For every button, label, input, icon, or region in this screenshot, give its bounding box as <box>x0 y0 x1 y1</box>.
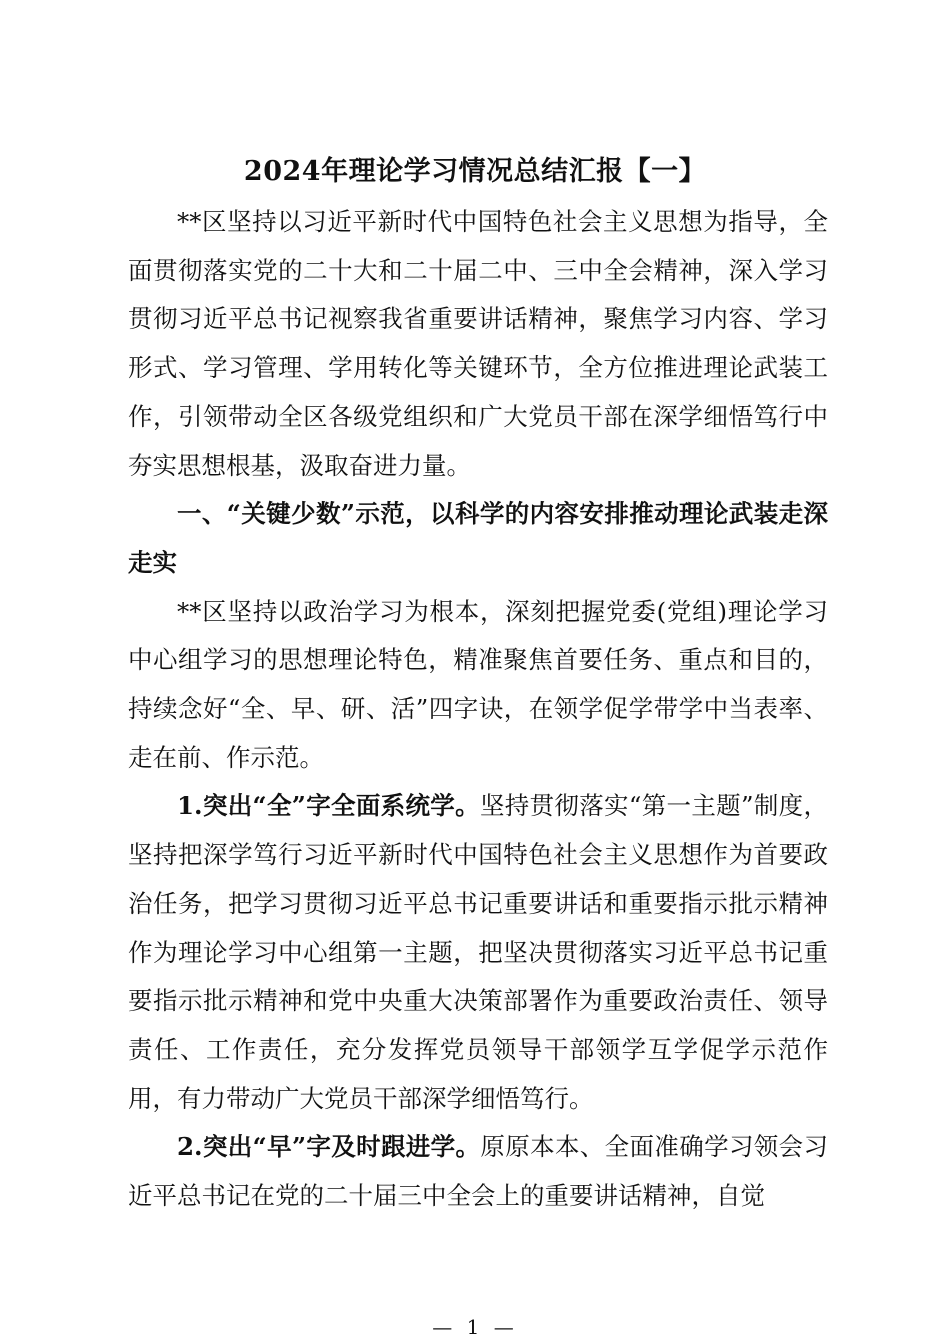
point-2-text: 原原本本、全面准确学习领会习近平总书记在党的二十届三中全会上的重要讲话精神，自觉 <box>128 1132 829 1211</box>
section-1-paragraph-text: **区坚持以政治学习为根本，深刻把握党委(党组)理论学习中心组学习的思想理论特色，精准聚焦首要任务、重点和目的，持续念好“全、早、研、活”四字诀，在领学促学带学中当表率、走在前、作示范。 <box>128 596 828 772</box>
section-1-paragraph <box>128 588 828 783</box>
section-heading-1 <box>128 490 828 587</box>
document-title: 2024年理论学习情况总结汇报【一】 <box>243 156 707 187</box>
section-heading-1-text: 一、“关键少数”示范，以科学的内容安排推动理论武装走深走实 <box>128 499 828 577</box>
document-body <box>128 198 828 1221</box>
intro-paragraph <box>128 198 828 490</box>
point-2-lead: 2.突出“早”字及时跟进学。 <box>177 1132 481 1162</box>
point-1-paragraph <box>128 782 828 1123</box>
point-1-lead: 1.突出“全”字全面系统学。 <box>177 791 480 821</box>
page-number: — 1 — <box>432 1315 518 1339</box>
intro-paragraph-text: **区坚持以习近平新时代中国特色社会主义思想为指导，全面贯彻落实党的二十大和二十届二中、三中全会精神，深入学习贯彻习近平总书记视察我省重要讲话精神，聚焦学习内容、学习形式、学习管理、学用转化等关键环节，全方位推进理论武装工作，引领带动全区各级党组织和广大党员干部在深学细悟笃行中夯实思想根基，汲取奋进力量。 <box>128 207 828 480</box>
point-2-paragraph <box>128 1123 828 1220</box>
point-1-text: 坚持贯彻落实“第一主题”制度，坚持把深学笃行习近平新时代中国特色社会主义思想作为首要政治任务，把学习贯彻习近平总书记重要讲话和重要指示批示精神作为理论学习中心组第一主题，把坚决贯彻落实习近平总书记重要指示批示精神和党中央重大决策部署作为重要政治责任、领导责任、工作责任，充分发挥党员领导干部领学互学促学示范作用，有力带动广大党员干部深学细悟笃行。 <box>128 791 828 1113</box>
